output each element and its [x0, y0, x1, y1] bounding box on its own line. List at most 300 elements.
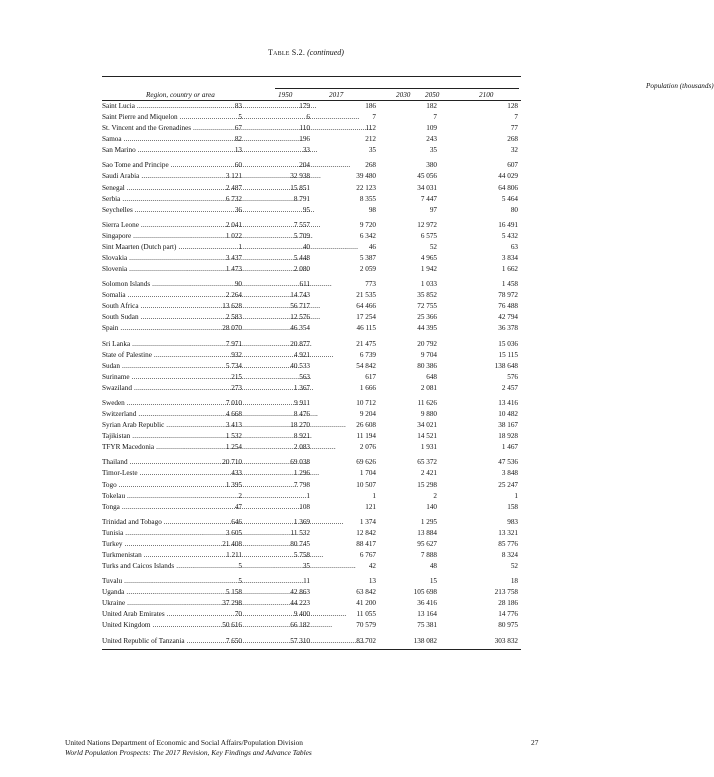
population-value-2050: 14 521: [417, 432, 437, 441]
table-row: [102, 561, 521, 572]
table-row: [102, 636, 521, 647]
population-value-2050: 182: [426, 102, 437, 110]
year-header-2100: 2100: [479, 91, 494, 99]
population-value-2030: 268: [365, 161, 376, 170]
population-value-2030: 98: [368, 205, 376, 214]
table-label: Table S.2.: [268, 48, 306, 57]
year-header-1950: 1950: [278, 91, 293, 99]
population-value-2030: 26 608: [356, 421, 376, 430]
population-value-1950: 5: [238, 577, 242, 586]
population-value-1950: 83: [234, 102, 242, 110]
table-row: [102, 442, 521, 453]
population-value-2100: 268: [507, 135, 518, 144]
population-value-1950: 20 710: [222, 458, 242, 467]
table-row: [102, 457, 521, 468]
population-value-2050: 13 884: [417, 528, 437, 537]
population-value-2050: 380: [426, 161, 437, 170]
country-name: Spain .....: [102, 325, 252, 332]
table-row: [102, 576, 521, 587]
population-value-2100: 38 167: [498, 421, 518, 430]
population-value-2030: 54 842: [356, 361, 376, 370]
page-footer: [65, 738, 545, 757]
table-group-header: Population (thousands): [102, 77, 521, 89]
population-value-2100: 15 115: [498, 350, 518, 359]
population-value-2017: 2 083: [293, 443, 310, 452]
table-row: [102, 587, 521, 598]
table-continued: (continued): [307, 48, 344, 57]
population-value-2030: 121: [365, 502, 376, 511]
population-value-2030: 41 200: [356, 599, 376, 608]
population-value-2050: 1 931: [420, 443, 437, 452]
population-value-1950: 1 532: [225, 432, 242, 441]
population-value-2030: 5 387: [359, 254, 376, 263]
population-value-2030: 42: [368, 562, 376, 571]
population-value-2030: 773: [365, 280, 376, 289]
population-value-2017: 7 798: [293, 480, 310, 489]
population-value-1950: 2 041: [225, 220, 242, 229]
population-value-2100: 63: [510, 242, 518, 251]
country-name: Tuvalu .....: [102, 578, 252, 585]
country-name: South Sudan .....: [102, 314, 252, 321]
population-value-2100: 128: [507, 102, 518, 110]
country-name: Serbia .....: [102, 196, 252, 203]
population-value-2017: 8 791: [293, 194, 310, 203]
country-name: San Marino .....: [102, 147, 252, 154]
country-name: Saint Lucia .....: [102, 103, 252, 110]
country-name: Turkmenistan .....: [102, 552, 252, 559]
country-name: Timor-Leste .....: [102, 470, 252, 477]
population-value-2100: 64 806: [498, 183, 518, 192]
population-value-2017: 56 717: [290, 302, 310, 311]
population-value-1950: 60: [234, 161, 242, 170]
population-value-2100: 607: [507, 161, 518, 170]
population-value-2100: 1 467: [501, 443, 518, 452]
population-value-2050: 4 965: [420, 254, 437, 263]
year-header-2050: 2050: [425, 91, 440, 99]
population-value-2017: 196: [299, 135, 310, 144]
population-value-1950: 47: [234, 502, 242, 511]
population-value-1950: 7 010: [225, 398, 242, 407]
country-name: Singapore .....: [102, 233, 252, 240]
population-value-1950: 1 473: [225, 265, 242, 274]
population-value-2050: 48: [429, 562, 437, 571]
country-name: Tonga .....: [102, 504, 252, 511]
population-value-2100: 36 378: [498, 324, 518, 333]
population-value-2030: 46: [368, 242, 376, 251]
population-value-2100: 983: [507, 517, 518, 526]
population-value-2050: 72 755: [417, 302, 437, 311]
population-value-2100: 576: [507, 372, 518, 381]
population-value-2050: 35 852: [417, 291, 437, 300]
population-value-1950: 2: [238, 491, 242, 500]
population-value-2017: 2 080: [293, 265, 310, 274]
country-name: Somalia .....: [102, 292, 252, 299]
country-name: Tokelau .....: [102, 493, 252, 500]
population-value-2100: 303 832: [494, 636, 518, 645]
country-name: Slovakia .....: [102, 255, 252, 262]
table-row: [102, 160, 521, 171]
table-row: [102, 598, 521, 609]
population-value-2030: 64 466: [356, 302, 376, 311]
population-value-2050: 9 704: [420, 350, 437, 359]
population-value-2050: 7: [433, 113, 437, 122]
population-value-1950: 90: [234, 280, 242, 289]
population-value-2050: 9 880: [420, 410, 437, 419]
population-value-2030: 69 626: [356, 458, 376, 467]
country-name: St. Vincent and the Grenadines .....: [102, 125, 252, 132]
population-value-2050: 34 031: [417, 183, 437, 192]
population-value-2050: 11 626: [417, 398, 437, 407]
population-value-2030: 63 842: [356, 588, 376, 597]
footer-publication: World Population Prospects: The 2017 Revision, Key Findings and Advance Tables: [65, 747, 312, 757]
population-value-2030: 212: [365, 135, 376, 144]
table-row: [102, 194, 521, 205]
table-row: [102, 502, 521, 513]
population-value-2017: 32 938: [290, 172, 310, 181]
population-value-2100: 76 488: [498, 302, 518, 311]
population-table: [102, 76, 714, 650]
population-value-1950: 21 408: [222, 539, 242, 548]
population-value-2050: 35: [429, 146, 437, 155]
population-value-2050: 36 416: [417, 599, 437, 608]
population-value-2100: 13 416: [498, 398, 518, 407]
population-value-1950: 13: [234, 146, 242, 155]
footer-organization: United Nations Department of Economic and Social Affairs/Population Division: [65, 738, 303, 747]
table-row: [102, 183, 521, 194]
population-value-2050: 34 021: [417, 421, 437, 430]
table-title: [0, 48, 612, 57]
country-name: Samoa .....: [102, 136, 252, 143]
population-value-2100: 3 834: [501, 254, 518, 263]
population-value-2030: 83 702: [356, 636, 376, 645]
country-name: Slovenia .....: [102, 266, 252, 273]
table-row: [102, 112, 521, 123]
table-row: [102, 361, 521, 372]
population-value-2050: 12 972: [417, 220, 437, 229]
population-value-2017: 8 921: [293, 432, 310, 441]
population-value-2100: 85 776: [498, 539, 518, 548]
population-value-1950: 4 668: [225, 410, 242, 419]
table-row: [102, 431, 521, 442]
country-name: United Arab Emirates .....: [102, 611, 252, 618]
population-value-2100: 213 758: [494, 588, 518, 597]
population-value-1950: 7 650: [225, 636, 242, 645]
population-value-2017: 11: [303, 577, 310, 586]
population-value-2017: 5 709: [293, 231, 310, 240]
population-value-2100: 7: [514, 113, 518, 122]
population-value-2100: 77: [510, 124, 518, 133]
table-row: [102, 101, 521, 112]
population-value-2100: 80: [510, 205, 518, 214]
population-value-2050: 138 082: [413, 636, 437, 645]
population-value-2030: 1 704: [359, 469, 376, 478]
population-value-1950: 3 437: [225, 254, 242, 263]
population-value-2030: 8 355: [359, 194, 376, 203]
page-number: 27: [531, 738, 539, 747]
population-value-2017: 35: [302, 562, 310, 571]
population-value-2017: 6: [306, 113, 310, 122]
table-row: [102, 409, 521, 420]
population-value-2050: 105 698: [413, 588, 437, 597]
population-value-2030: 9 204: [359, 410, 376, 419]
population-value-2017: 204: [299, 161, 310, 170]
population-value-2017: 40 533: [290, 361, 310, 370]
population-value-2017: 40: [302, 242, 310, 251]
population-value-2100: 18: [510, 577, 518, 586]
country-name: Sint Maarten (Dutch part) .....: [102, 244, 252, 251]
country-name: Togo .....: [102, 482, 252, 489]
population-value-1950: 6 732: [225, 194, 242, 203]
table-row: [102, 539, 521, 550]
population-value-2050: 6 575: [420, 231, 437, 240]
population-value-2030: 88 417: [356, 539, 376, 548]
population-value-2017: 179: [299, 102, 310, 110]
table-row: [102, 339, 521, 350]
country-name: Trinidad and Tobago .....: [102, 519, 252, 526]
population-value-2030: 17 254: [356, 313, 376, 322]
country-name: Sweden .....: [102, 400, 252, 407]
population-value-2030: 11 055: [356, 610, 376, 619]
population-value-1950: 433: [231, 469, 242, 478]
table-row: [102, 290, 521, 301]
population-value-2100: 5 464: [501, 194, 518, 203]
population-value-2100: 8 324: [501, 550, 518, 559]
population-value-2017: 42 863: [290, 588, 310, 597]
country-name: South Africa .....: [102, 303, 252, 310]
population-value-2050: 1 942: [420, 265, 437, 274]
population-value-2030: 70 579: [356, 621, 376, 630]
population-value-1950: 5: [238, 562, 242, 571]
population-value-2100: 25 247: [498, 480, 518, 489]
population-value-2017: 12 576: [290, 313, 310, 322]
population-value-2050: 52: [429, 242, 437, 251]
population-value-1950: 7 971: [225, 339, 242, 348]
population-value-2050: 7 888: [420, 550, 437, 559]
population-value-2030: 6 767: [359, 550, 376, 559]
population-value-2050: 25 366: [417, 313, 437, 322]
table-row: [102, 468, 521, 479]
population-value-2050: 13 164: [417, 610, 437, 619]
population-value-2017: 14 743: [290, 291, 310, 300]
population-value-2100: 47 536: [498, 458, 518, 467]
country-name: Sudan .....: [102, 363, 252, 370]
population-value-1950: 2 583: [225, 313, 242, 322]
population-value-2100: 5 432: [501, 231, 518, 240]
population-value-2100: 18 928: [498, 432, 518, 441]
population-value-2017: 18 270: [290, 421, 310, 430]
table-body: [102, 101, 521, 647]
country-name: State of Palestine .....: [102, 352, 252, 359]
country-name: Swaziland .....: [102, 385, 252, 392]
population-value-2030: 35: [368, 146, 376, 155]
population-value-2100: 13 321: [498, 528, 518, 537]
population-value-2030: 39 480: [356, 172, 376, 181]
table-row: [102, 398, 521, 409]
country-name: Syrian Arab Republic .....: [102, 422, 252, 429]
region-column-header: Region, country or area: [146, 91, 215, 99]
population-value-2030: 112: [365, 124, 376, 133]
population-value-2017: 15 851: [290, 183, 310, 192]
population-value-2050: 20 792: [417, 339, 437, 348]
country-name: Suriname .....: [102, 374, 252, 381]
population-value-2017: 95: [302, 205, 310, 214]
population-value-2030: 2 059: [359, 265, 376, 274]
population-value-2050: 95 627: [417, 539, 437, 548]
population-value-1950: 5 158: [225, 588, 242, 597]
population-value-2050: 65 372: [417, 458, 437, 467]
country-name: Thailand .....: [102, 459, 252, 466]
population-value-1950: 3 605: [225, 528, 242, 537]
population-value-1950: 28 070: [222, 324, 242, 333]
table-row: [102, 491, 521, 502]
population-value-2017: 1 369: [293, 517, 310, 526]
population-value-2050: 140: [426, 502, 437, 511]
population-value-1950: 2 487: [225, 183, 242, 192]
population-value-1950: 37 298: [222, 599, 242, 608]
population-value-2017: 108: [299, 502, 310, 511]
population-value-1950: 82: [234, 135, 242, 144]
population-value-2017: 9 400: [293, 610, 310, 619]
population-value-2050: 109: [426, 124, 437, 133]
table-row: [102, 205, 521, 216]
population-value-2030: 186: [365, 102, 376, 110]
population-value-1950: 67: [234, 124, 242, 133]
country-name: Tajikistan .....: [102, 433, 252, 440]
population-value-1950: 646: [231, 517, 242, 526]
population-value-2017: 5 758: [293, 550, 310, 559]
population-value-2017: 69 038: [290, 458, 310, 467]
population-value-2017: 57 310: [290, 636, 310, 645]
table-row: [102, 350, 521, 361]
table-row: [102, 264, 521, 275]
population-value-2050: 15: [429, 577, 437, 586]
population-value-2050: 15 298: [417, 480, 437, 489]
population-value-2050: 243: [426, 135, 437, 144]
population-value-1950: 70: [234, 610, 242, 619]
population-value-2050: 2 081: [420, 383, 437, 392]
population-value-2100: 1 458: [501, 280, 518, 289]
population-value-2030: 10 712: [356, 398, 376, 407]
population-value-2030: 2 076: [359, 443, 376, 452]
population-value-2100: 16 491: [498, 220, 518, 229]
population-value-2017: 44 223: [290, 599, 310, 608]
population-value-2030: 6 342: [359, 231, 376, 240]
population-value-2030: 21 535: [356, 291, 376, 300]
population-value-2017: 8 476: [293, 410, 310, 419]
population-value-2030: 10 507: [356, 480, 376, 489]
population-value-2100: 32: [510, 146, 518, 155]
population-value-2050: 7 447: [420, 194, 437, 203]
table-row: [102, 528, 521, 539]
population-value-1950: 1 022: [225, 231, 242, 240]
population-value-2050: 1 295: [420, 517, 437, 526]
table-row: [102, 420, 521, 431]
population-value-1950: 1: [238, 242, 242, 251]
population-value-2017: 9 911: [294, 398, 310, 407]
population-value-2100: 14 776: [498, 610, 518, 619]
population-value-1950: 1 254: [225, 443, 242, 452]
population-value-2100: 138 648: [494, 361, 518, 370]
population-value-2030: 22 123: [356, 183, 376, 192]
country-name: TFYR Macedonia .....: [102, 444, 252, 451]
country-name: Sierra Leone .....: [102, 222, 252, 229]
country-name: Sao Tome and Principe .....: [102, 162, 252, 169]
population-value-1950: 2 264: [225, 291, 242, 300]
table-row: [102, 550, 521, 561]
population-value-2017: 33: [302, 146, 310, 155]
country-name: Tunisia .....: [102, 530, 252, 537]
population-value-2017: 563: [299, 372, 310, 381]
population-value-2030: 7: [372, 113, 376, 122]
population-value-2030: 11 194: [356, 432, 376, 441]
population-value-2050: 45 056: [417, 172, 437, 181]
table-row: [102, 171, 521, 182]
country-name: United Kingdom .....: [102, 622, 252, 629]
population-value-2050: 97: [429, 205, 437, 214]
country-name: Senegal .....: [102, 185, 252, 192]
population-value-2050: 648: [426, 372, 437, 381]
country-name: Sri Lanka .....: [102, 341, 252, 348]
population-value-2017: 80 745: [290, 539, 310, 548]
population-value-2030: 1: [372, 491, 376, 500]
population-value-2100: 3 848: [501, 469, 518, 478]
table-row: [102, 134, 521, 145]
population-value-1950: 1 211: [226, 550, 242, 559]
table-row: [102, 480, 521, 491]
table-row: [102, 301, 521, 312]
year-header-2030: 2030: [396, 91, 411, 99]
population-value-2030: 12 842: [356, 528, 376, 537]
population-value-2017: 7 557: [293, 220, 310, 229]
population-value-2050: 2: [433, 491, 437, 500]
country-name: Ukraine .....: [102, 600, 252, 607]
table-row: [102, 253, 521, 264]
population-value-2100: 78 972: [498, 291, 518, 300]
population-value-2030: 46 115: [356, 324, 376, 333]
table-row: [102, 242, 521, 253]
country-name: Saudi Arabia .....: [102, 173, 252, 180]
population-value-2050: 2 421: [420, 469, 437, 478]
population-value-2017: 4 921: [293, 350, 310, 359]
table-row: [102, 220, 521, 231]
population-value-2030: 1 666: [359, 383, 376, 392]
table-row: [102, 279, 521, 290]
population-value-1950: 3 121: [225, 172, 242, 181]
table-row: [102, 123, 521, 134]
population-value-1950: 50 616: [222, 621, 242, 630]
table-row: [102, 145, 521, 156]
population-value-2030: 1 374: [359, 517, 376, 526]
population-value-2030: 617: [365, 372, 376, 381]
table-row: [102, 312, 521, 323]
population-value-2030: 9 720: [359, 220, 376, 229]
table-row: [102, 517, 521, 528]
population-value-2030: 21 475: [356, 339, 376, 348]
population-value-2017: 20 877: [290, 339, 310, 348]
population-value-2100: 28 186: [498, 599, 518, 608]
year-header-2017: 2017: [329, 91, 344, 99]
population-value-2100: 10 482: [498, 410, 518, 419]
population-value-2030: 6 739: [359, 350, 376, 359]
population-value-2100: 42 794: [498, 313, 518, 322]
country-name: Seychelles .....: [102, 207, 252, 214]
population-value-2017: 1 367: [293, 383, 310, 392]
population-value-2017: 46 354: [290, 324, 310, 333]
population-value-1950: 1 395: [225, 480, 242, 489]
population-value-2017: 1 296: [293, 469, 310, 478]
population-value-2050: 80 386: [417, 361, 437, 370]
country-name: Saint Pierre and Miquelon .....: [102, 114, 252, 121]
